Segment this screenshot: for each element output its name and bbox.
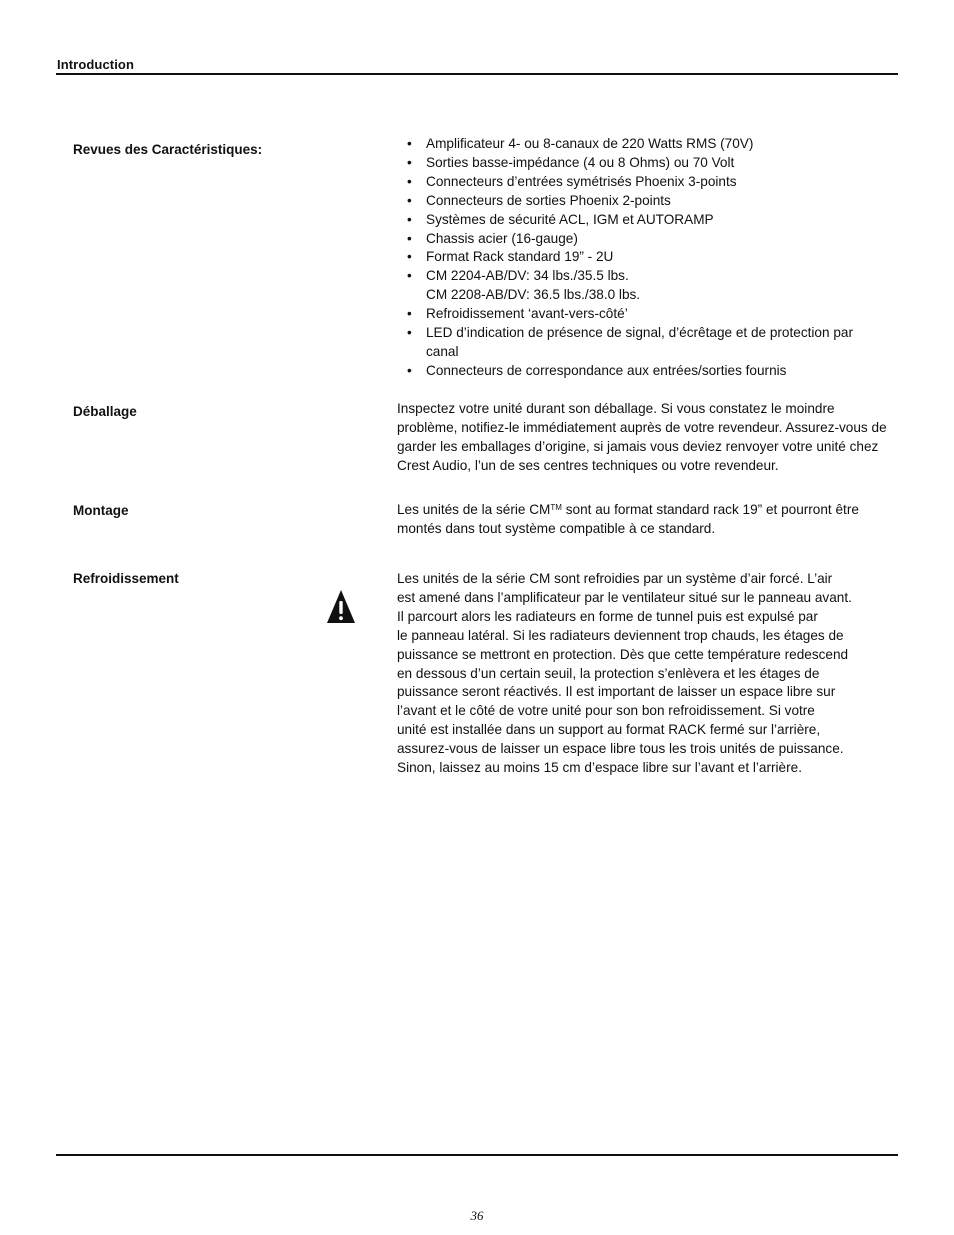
bullet-icon: • bbox=[407, 362, 412, 378]
page-number: 36 bbox=[470, 1208, 484, 1223]
top-divider bbox=[56, 73, 898, 75]
list-item: • Connecteurs de sorties Phoenix 2-points bbox=[397, 192, 887, 211]
cooling-line: Il parcourt alors les radiateurs en forme de tunnel puis est expulsé par bbox=[397, 608, 818, 624]
bullet-icon: • bbox=[407, 268, 412, 284]
list-item: • Systèmes de sécurité ACL, IGM et AUTORAMP bbox=[397, 211, 887, 230]
bullet-icon: • bbox=[407, 306, 412, 322]
mounting-paragraph: Les unités de la série CM™ sont au format standard rack 19” et pourront être montés dans tout système compatible à ce standard. bbox=[397, 502, 859, 536]
bullet-icon: • bbox=[407, 325, 412, 341]
cooling-line: est amené dans l’amplificateur par le ventilateur situé sur le panneau avant. bbox=[397, 589, 852, 605]
list-item: • LED d’indication de présence de signal, d’écrêtage et de protection par canal bbox=[407, 325, 853, 359]
list-item: • CM 2204-AB/DV: 34 lbs./35.5 lbs. CM 2208-AB/DV: 36.5 lbs./38.0 lbs. bbox=[397, 267, 887, 305]
cooling-line: l’avant et le côté de votre unité pour son bon refroidissement. Si votre bbox=[397, 703, 815, 719]
list-item: • Sorties basse-impédance (4 ou 8 Ohms) ou 70 Volt bbox=[397, 154, 887, 173]
unpacking-paragraph: Inspectez votre unité durant son déballage. Si vous constatez le moindre problème, notifiez-le immédiatement auprès de votre revendeur. Assurez-vous de garder les emballages d’origine, si jamais vous deviez renvoyer votre unité chez Crest Audio, l’un de ses centres techniques ou votre revendeur. bbox=[397, 401, 887, 473]
cooling-line: le panneau latéral. Si les radiateurs deviennent trop chauds, les étages de bbox=[397, 627, 844, 643]
bullet-icon: • bbox=[407, 136, 412, 151]
cooling-line: puissance seront réactivés. Il est important de laisser un espace libre sur bbox=[397, 684, 836, 700]
list-item: • Refroidissement ‘avant-vers-côté’ bbox=[397, 305, 887, 324]
list-item: • Format Rack standard 19” - 2U bbox=[397, 248, 887, 267]
bullet-icon: • bbox=[407, 211, 412, 227]
section-header-title: Introduction bbox=[57, 57, 135, 72]
cooling-line: assurez-vous de laisser un espace libre tous les trois unités de puissance. bbox=[397, 741, 844, 757]
list-item: • Chassis acier (16-gauge) bbox=[397, 230, 887, 249]
list-item: • Connecteurs d’entrées symétrisés Phoenix 3-points bbox=[397, 173, 887, 192]
bottom-divider bbox=[56, 1154, 898, 1156]
features-heading: Revues des Caractéristiques: bbox=[73, 142, 263, 157]
list-item: • Connecteurs de correspondance aux entrées/sorties fournis bbox=[397, 362, 887, 381]
cooling-line: puissance se mettront en protection. Dès que cette température redescend bbox=[397, 646, 849, 662]
trademark-symbol: TM bbox=[550, 503, 562, 512]
bullet-icon: • bbox=[407, 249, 412, 265]
mounting-heading: Montage bbox=[73, 503, 129, 518]
bullet-icon: • bbox=[407, 154, 412, 170]
bullet-icon: • bbox=[407, 173, 412, 189]
warning-triangle-icon bbox=[326, 589, 356, 625]
cooling-line: en dessous d’un certain seuil, la protection s’enlèvera et les étages de bbox=[397, 665, 820, 681]
list-item: • Amplificateur 4- ou 8-canaux de 220 Watts RMS (70V) bbox=[397, 135, 887, 154]
bullet-icon: • bbox=[407, 192, 412, 208]
cooling-line: Sinon, laissez au moins 15 cm d’espace libre sur l’avant et l’arrière. bbox=[397, 760, 802, 776]
features-list bbox=[397, 135, 887, 381]
cooling-line: unité est installée dans un support au format RACK fermé sur l’arrière, bbox=[397, 722, 821, 738]
unpacking-heading: Déballage bbox=[73, 404, 137, 419]
list-item-second-line: CM 2208-AB/DV: 36.5 lbs./38.0 lbs. bbox=[426, 287, 641, 303]
cooling-line: Les unités de la série CM sont refroidies par un système d’air forcé. L’air bbox=[397, 571, 833, 586]
bullet-icon: • bbox=[407, 230, 412, 246]
cooling-paragraph bbox=[397, 570, 887, 778]
cooling-heading: Refroidissement bbox=[73, 571, 179, 586]
